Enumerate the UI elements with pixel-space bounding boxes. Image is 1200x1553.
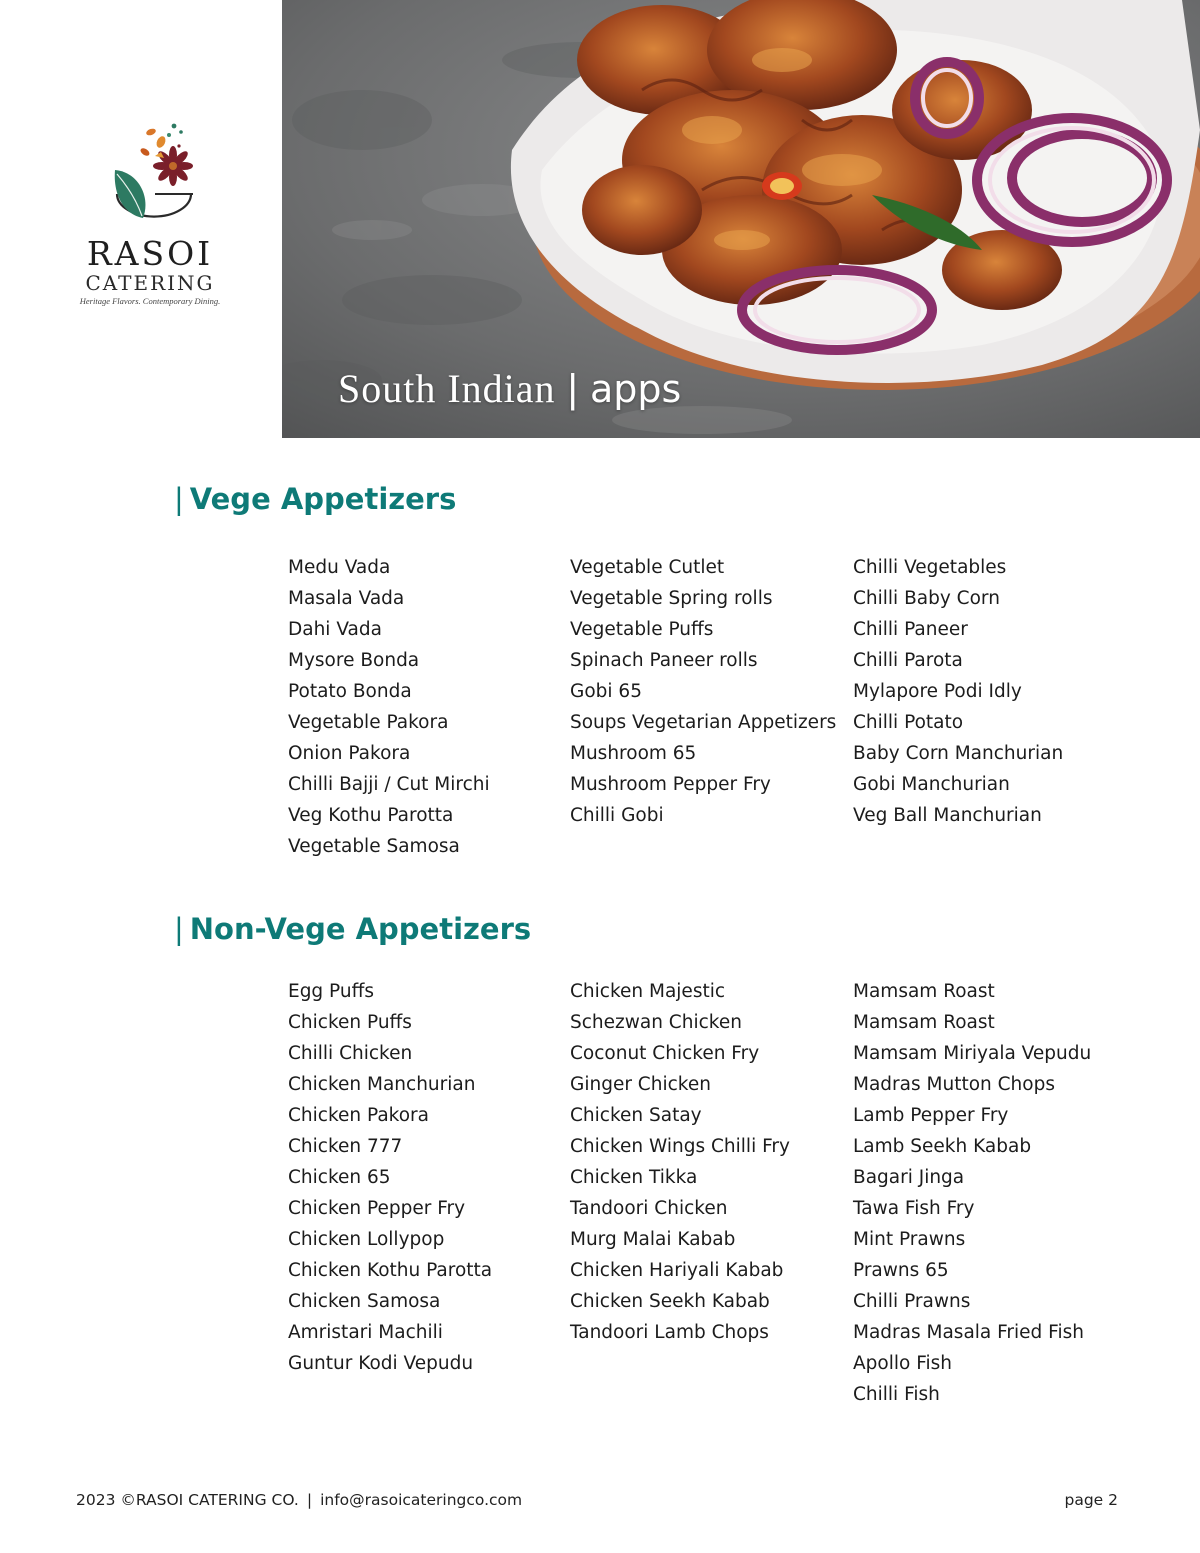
list-item: Chilli Fish xyxy=(853,1384,940,1405)
list-item: Chicken Tikka xyxy=(570,1167,698,1188)
list-item: Chicken Majestic xyxy=(570,981,726,1002)
list-item: Chicken Puffs xyxy=(288,1012,412,1033)
logo-emblem-icon xyxy=(95,118,205,230)
list-item: Madras Masala Fried Fish xyxy=(853,1322,1084,1343)
list-item: Murg Malai Kabab xyxy=(570,1229,736,1250)
list-item: Chicken Pakora xyxy=(288,1105,429,1126)
list-item: Apollo Fish xyxy=(853,1353,952,1374)
list-item: Prawns 65 xyxy=(853,1260,949,1281)
heading-bar-icon: | xyxy=(174,482,184,516)
brand-tagline: Heritage Flavors. Contemporary Dining. xyxy=(79,296,221,306)
list-item: Baby Corn Manchurian xyxy=(853,743,1064,764)
page-number: page 2 xyxy=(1064,1491,1118,1509)
list-item: Masala Vada xyxy=(288,588,405,609)
list-item: Dahi Vada xyxy=(288,619,382,640)
list-item: Chicken Samosa xyxy=(288,1291,441,1312)
vege-column-3 xyxy=(853,552,1063,831)
section-title: Non-Vege Appetizers xyxy=(189,912,532,946)
list-item: Chicken Pepper Fry xyxy=(288,1198,466,1219)
list-item: Lamb Pepper Fry xyxy=(853,1105,1009,1126)
list-item: Chicken Manchurian xyxy=(288,1074,476,1095)
list-item: Mylapore Podi Idly xyxy=(853,681,1022,702)
list-item: Chicken Hariyali Kabab xyxy=(570,1260,784,1281)
list-item: Chilli Prawns xyxy=(853,1291,971,1312)
non-vege-column-3 xyxy=(853,976,1091,1410)
list-item: Chicken 777 xyxy=(288,1136,403,1157)
list-item: Chicken Seekh Kabab xyxy=(570,1291,770,1312)
list-item: Mamsam Roast xyxy=(853,981,995,1002)
heading-bar-icon: | xyxy=(174,912,184,946)
list-item: Chicken Kothu Parotta xyxy=(288,1260,493,1281)
page-footer xyxy=(76,1491,522,1509)
list-item: Tandoori Lamb Chops xyxy=(570,1322,769,1343)
brand-logo xyxy=(70,118,230,306)
list-item: Veg Kothu Parotta xyxy=(288,805,454,826)
list-item: Vegetable Samosa xyxy=(288,836,460,857)
list-item: Vegetable Pakora xyxy=(288,712,449,733)
list-item: Spinach Paneer rolls xyxy=(570,650,758,671)
section-heading-non-vege xyxy=(174,912,531,946)
list-item: Vegetable Spring rolls xyxy=(570,588,773,609)
list-item: Lamb Seekh Kabab xyxy=(853,1136,1032,1157)
list-item: Chilli Vegetables xyxy=(853,557,1007,578)
brand-subtitle: CATERING xyxy=(85,271,215,295)
list-item: Mamsam Miriyala Vepudu xyxy=(853,1043,1092,1064)
list-item: Chilli Bajji / Cut Mirchi xyxy=(288,774,490,795)
hero-title-region: South Indian xyxy=(338,366,556,411)
list-item: Mamsam Roast xyxy=(853,1012,995,1033)
list-item: Chicken Satay xyxy=(570,1105,702,1126)
footer-separator: | xyxy=(306,1491,313,1509)
list-item: Gobi Manchurian xyxy=(853,774,1010,795)
list-item: Madras Mutton Chops xyxy=(853,1074,1055,1095)
list-item: Chilli Potato xyxy=(853,712,964,733)
list-item: Onion Pakora xyxy=(288,743,411,764)
footer-copyright: 2023 ©RASOI CATERING CO. xyxy=(76,1491,299,1509)
list-item: Tandoori Chicken xyxy=(570,1198,728,1219)
list-item: Bagari Jinga xyxy=(853,1167,965,1188)
list-item: Tawa Fish Fry xyxy=(853,1198,975,1219)
hero-title-separator: | xyxy=(567,367,578,411)
footer-email-link[interactable]: info@rasoicateringco.com xyxy=(320,1491,523,1509)
list-item: Vegetable Cutlet xyxy=(570,557,725,578)
list-item: Coconut Chicken Fry xyxy=(570,1043,760,1064)
brand-name: RASOI xyxy=(86,234,214,273)
list-item: Chilli Gobi xyxy=(570,805,664,826)
list-item: Guntur Kodi Vepudu xyxy=(288,1353,474,1374)
list-item: Chilli Paneer xyxy=(853,619,968,640)
list-item: Veg Ball Manchurian xyxy=(853,805,1042,826)
list-item: Chicken Lollypop xyxy=(288,1229,445,1250)
list-item: Chicken 65 xyxy=(288,1167,391,1188)
hero-title xyxy=(338,364,681,414)
list-item: Chicken Wings Chilli Fry xyxy=(570,1136,790,1157)
list-item: Ginger Chicken xyxy=(570,1074,711,1095)
section-heading-vege xyxy=(174,482,456,516)
list-item: Mushroom Pepper Fry xyxy=(570,774,771,795)
non-vege-column-1 xyxy=(288,976,492,1379)
list-item: Egg Puffs xyxy=(288,981,374,1002)
list-item: Medu Vada xyxy=(288,557,391,578)
vege-column-2 xyxy=(570,552,836,831)
list-item: Amristari Machili xyxy=(288,1322,443,1343)
list-item: Gobi 65 xyxy=(570,681,642,702)
section-title: Vege Appetizers xyxy=(189,482,457,516)
list-item: Chilli Parota xyxy=(853,650,963,671)
list-item: Vegetable Puffs xyxy=(570,619,714,640)
list-item: Chilli Baby Corn xyxy=(853,588,1000,609)
non-vege-column-2 xyxy=(570,976,790,1348)
list-item: Potato Bonda xyxy=(288,681,412,702)
list-item: Schezwan Chicken xyxy=(570,1012,742,1033)
list-item: Mysore Bonda xyxy=(288,650,420,671)
list-item: Mint Prawns xyxy=(853,1229,966,1250)
hero-title-category: apps xyxy=(589,367,682,411)
list-item: Chilli Chicken xyxy=(288,1043,413,1064)
vege-column-1 xyxy=(288,552,490,862)
list-item: Mushroom 65 xyxy=(570,743,697,764)
hero-banner xyxy=(282,0,1200,438)
list-item: Soups Vegetarian Appetizers xyxy=(570,712,837,733)
